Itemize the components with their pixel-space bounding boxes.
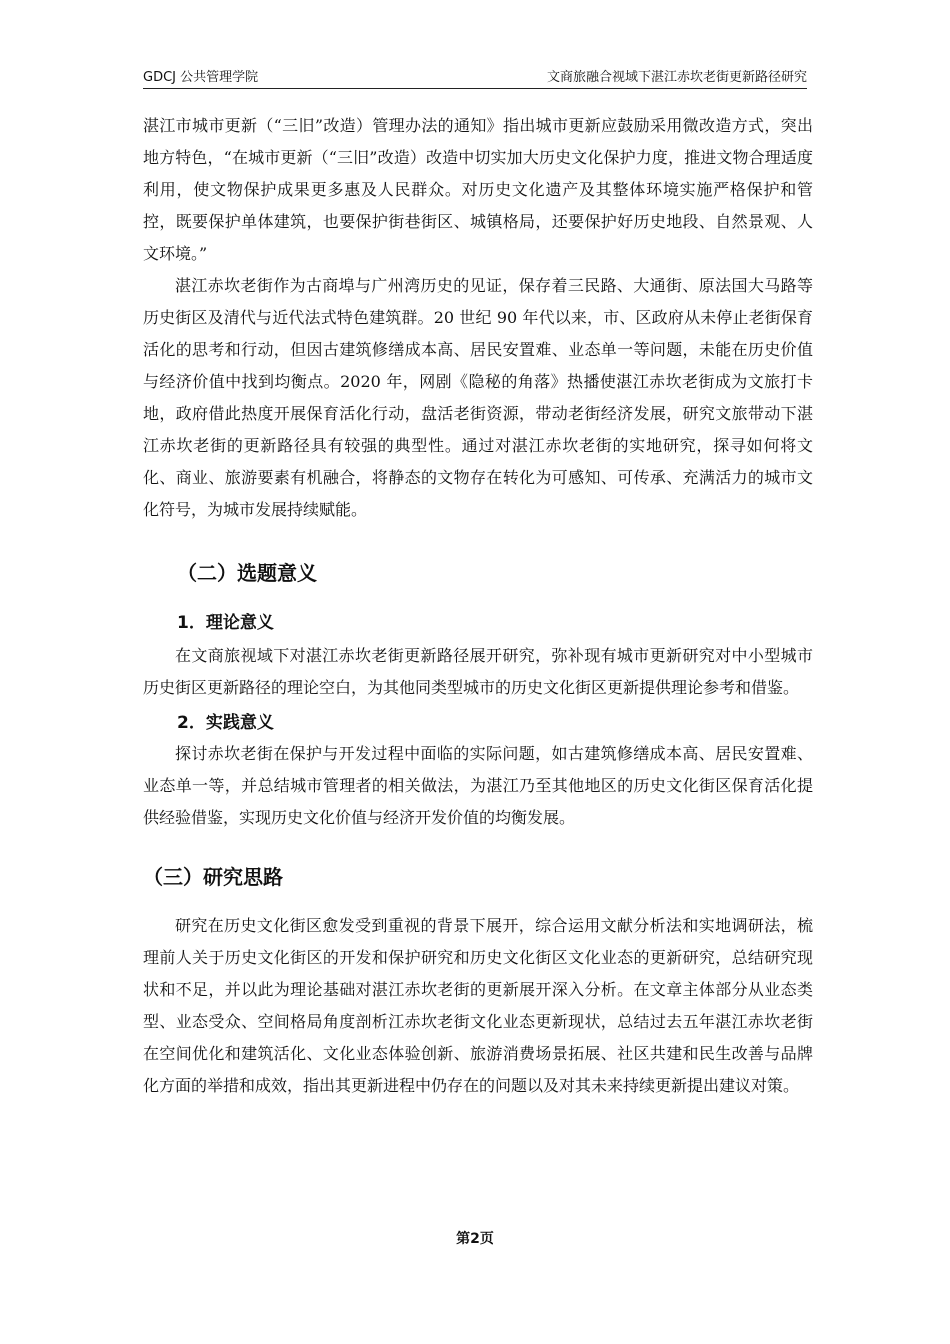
page-number: 第2页	[456, 1231, 494, 1247]
paragraph-approach: 研究在历史文化街区愈发受到重视的背景下展开，综合运用文献分析法和实地调研法，梳理前人关于历史文化街区的开发和保护研究和历史文化街区文化业态的更新研究，总结研究现状和不足，并以此为理论基础对湛江赤坎老街的更新展开深入分析。在文章主体部分从业态类型、业态受众、空间格局角度剖析江赤坎老街文化业态更新现状，总结过去五年湛江赤坎老街在空间优化和建筑活化、文化业态体验创新、旅游消费场景拓展、社区共建和民生改善与品牌化方面的举措和成效，指出其更新进程中仍存在的问题以及对其未来持续更新提出建议对策。	[143, 916, 813, 1095]
page-header	[143, 64, 807, 90]
paragraph-theory: 在文商旅视域下对湛江赤坎老街更新路径展开研究，弥补现有城市更新研究对中小型城市历史街区更新路径的理论空白，为其他同类型城市的历史文化街区更新提供理论参考和借鉴。	[143, 646, 813, 697]
paragraph-background: 湛江赤坎老街作为古商埠与广州湾历史的见证，保存着三民路、大通街、原法国大马路等历史街区及清代与近代法式特色建筑群。20 世纪 90 年代以来，市、区政府从未停止老街保育活化的思考和行动，但因古建筑修缮成本高、居民安置难、业态单一等问题，未能在历史价值与经济价值中找到均衡点。2020 年，网剧《隐秘的角落》热播使湛江赤坎老街成为文旅打卡地，政府借此热度开展保育活化行动，盘活老街资源，带动老街经济发展，研究文旅带动下湛江赤坎老街的更新路径具有较强的典型性。通过对湛江赤坎老街的实地研究，探寻如何将文化、商业、旅游要素有机融合，将静态的文物存在转化为可感知、可传承、充满活力的城市文化符号，为城市发展持续赋能。	[143, 276, 813, 519]
subsection-title-practice: 2．实践意义	[177, 713, 274, 733]
section-title-approach: （三）研究思路	[143, 865, 283, 889]
paragraph-policy-quote: 湛江市城市更新（“三旧”改造）管理办法的通知》指出城市更新应鼓励采用微改造方式，突出地方特色，“在城市更新（“三旧”改造）改造中切实加大历史文化保护力度，推进文物合理适度利用，使文物保护成果更多惠及人民群众。对历史文化遗产及其整体环境实施严格保护和管控，既要保护单体建筑，也要保护街巷街区、城镇格局，还要保护好历史地段、自然景观、人文环境。”	[143, 116, 813, 263]
paragraph-practice: 探讨赤坎老街在保护与开发过程中面临的实际问题，如古建筑修缮成本高、居民安置难、业态单一等，并总结城市管理者的相关做法，为湛江乃至其他地区的历史文化街区保育活化提供经验借鉴，实现历史文化价值与经济开发价值的均衡发展。	[143, 744, 813, 827]
page-body	[143, 110, 813, 1102]
header-institution: GDCJ 公共管理学院	[143, 70, 259, 85]
subsection-title-theory: 1．理论意义	[177, 613, 274, 633]
section-title-significance: （二）选题意义	[177, 561, 317, 585]
header-paper-title: 文商旅融合视域下湛江赤坎老街更新路径研究	[546, 70, 807, 85]
header-rule	[143, 88, 807, 89]
